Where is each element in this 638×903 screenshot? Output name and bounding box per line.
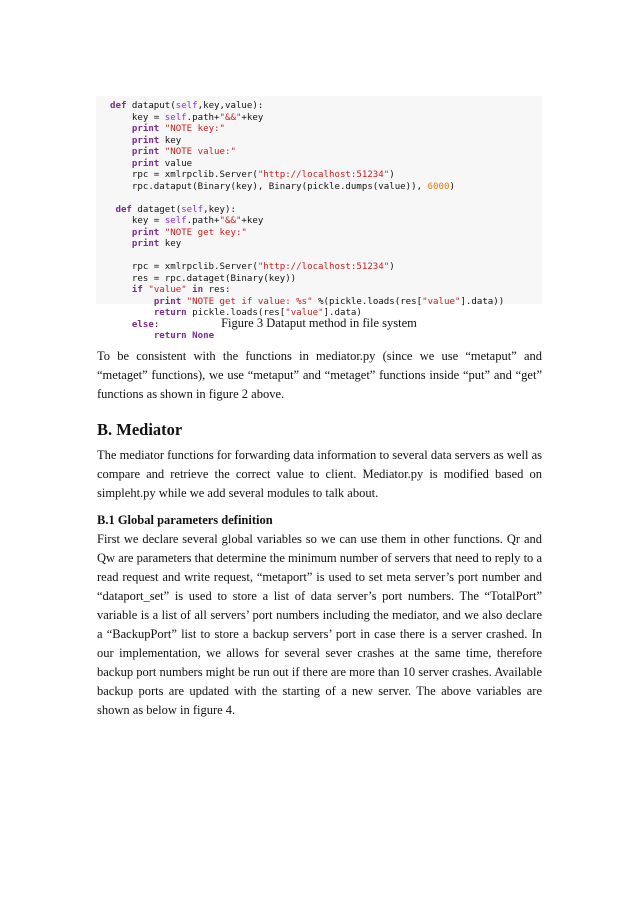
subsection-heading: B.1 Global parameters definition	[97, 513, 273, 527]
paragraph-global-parameters: First we declare several global variables so we can use them in other functions. Qr and Qw are parameters that determine the minimum number of servers that need to reply to a read request and write request, “metaport” is used to set meta server’s port number and “dataport_set” is used to store a list of data server’s port numbers. The “TotalPort” variable is a list of all servers’ port numbers including the mediator, and we also declare a “BackupPort” list to store a backup servers’ port in case there is a server crashed. In our implementation, we allows for several sever crashes at the same time, therefore backup port numbers might be run out if there are more than 10 server crashes. Available backup ports are updated with the starting of a new server. The above variables are shown as below in figure 4.	[97, 532, 542, 717]
code-line: if "value" in res:	[131, 285, 231, 295]
code-line: return pickle.loads(res["value"].data)	[153, 308, 362, 318]
paragraph-consistency: To be consistent with the functions in mediator.py (since we use “metaput” and “metaget” functions), we use “metaput” and “metaget” functions inside “put” and “get” functions as shown in figure 2 above.	[97, 349, 542, 401]
code-line: else:	[131, 319, 160, 330]
code-line: print key	[131, 239, 182, 249]
figure-caption: Figure 3 Dataput method in file system	[221, 316, 417, 330]
code-line: res = rpc.dataget(Binary(key))	[110, 273, 297, 284]
paragraph-mediator: The mediator functions for forwarding data information to several data servers as well as compare and retrieve the correct value to client. Mediator.py is modified based on simpleht.py while we add several modules to talk about.	[97, 448, 542, 500]
code-listing	[110, 101, 542, 343]
code-line: rpc = xmlrpclib.Server("http://localhost:51234")	[110, 262, 395, 272]
code-line: print "NOTE key:"	[131, 124, 225, 134]
code-line: key = self.path+"&&"+key	[110, 216, 264, 226]
section-heading: B. Mediator	[97, 420, 183, 439]
code-line: return None	[153, 331, 215, 341]
code-line: key = self.path+"&&"+key	[110, 112, 264, 123]
code-line: def dataget(self,key):	[115, 204, 236, 215]
code-line: rpc = xmlrpclib.Server("http://localhost:51234")	[110, 170, 395, 180]
code-line: print "NOTE get key:"	[131, 227, 247, 238]
code-line: rpc.dataput(Binary(key), Binary(pickle.dumps(value)), 6000)	[110, 181, 455, 192]
code-line: print key	[131, 135, 182, 146]
code-line: print "NOTE value:"	[131, 147, 236, 157]
code-line: print "NOTE get if value: %s" %(pickle.loads(res["value"].data))	[153, 296, 505, 307]
code-line: print value	[131, 158, 193, 169]
code-line: def dataput(self,key,value):	[110, 101, 264, 111]
